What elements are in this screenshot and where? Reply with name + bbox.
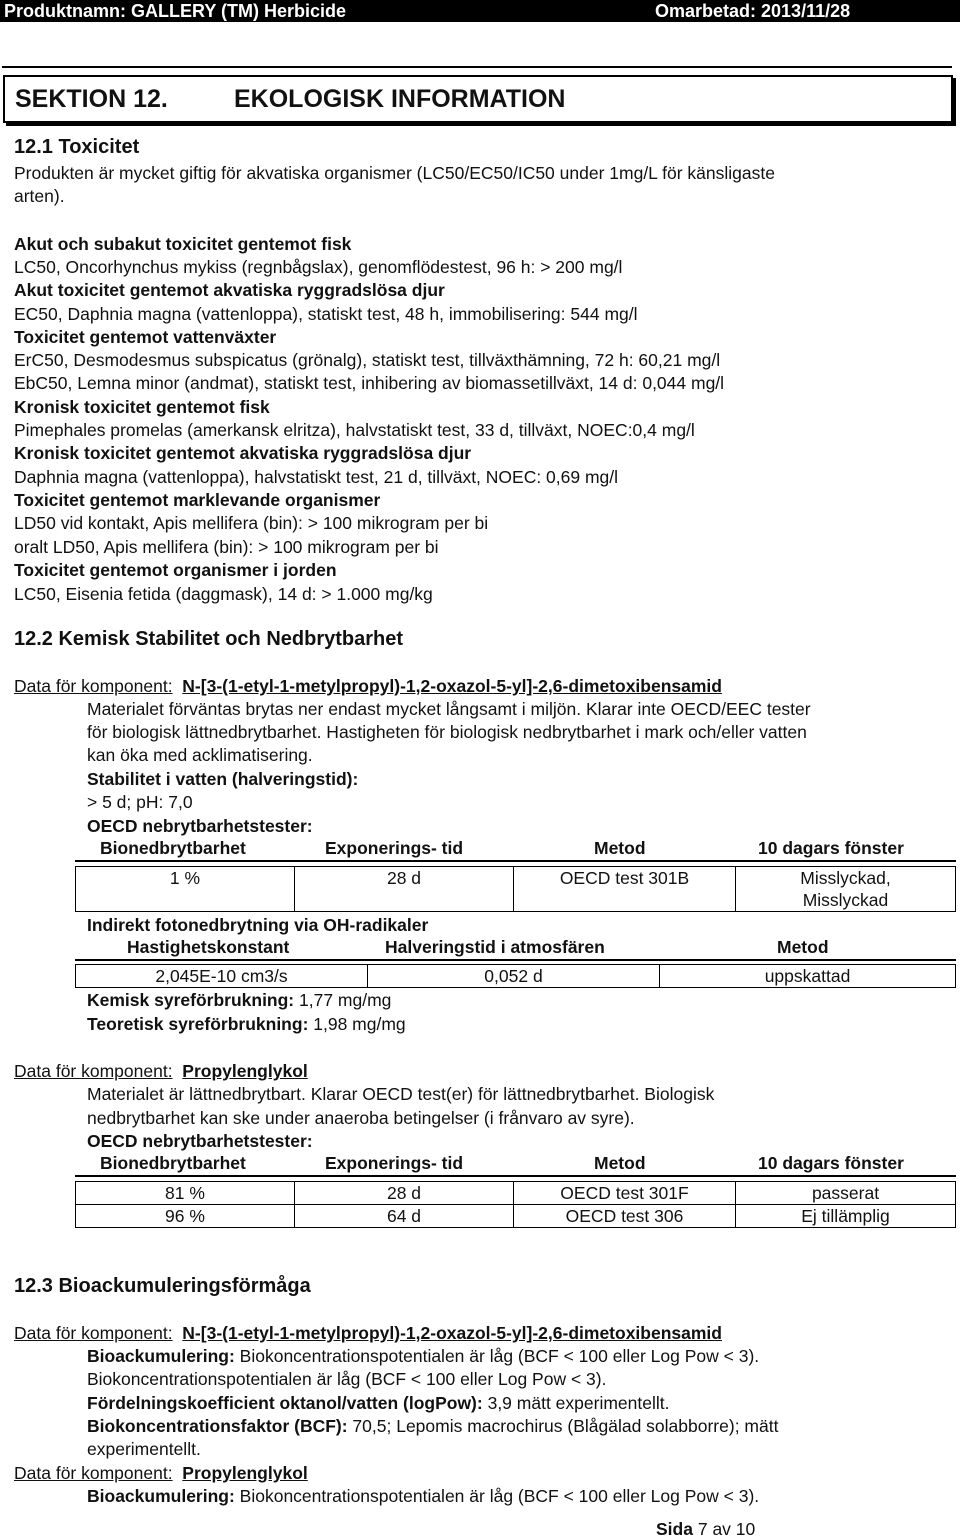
table-cell: uppskattad	[660, 965, 956, 988]
bioaccumulation-label: Bioackumulering:	[87, 1346, 235, 1366]
component-label	[14, 1462, 308, 1484]
col-header: 10 dagars fönster	[758, 838, 904, 858]
tox-value: EbC50, Lemna minor (andmat), statiskt test, inhibering av biomassetillväxt, 14 d: 0,044 mg/l	[14, 373, 725, 393]
header-rule	[75, 959, 956, 961]
degradation-text: Materialet är lättnedbrytbart. Klarar OECD test(er) för lättnedbrytbarhet. Biologisk	[87, 1084, 715, 1104]
table-cell: OECD test 301B	[514, 867, 736, 912]
thod-value: 1,98 mg/mg	[308, 1014, 406, 1034]
table-row	[76, 1205, 956, 1228]
tox-value: ErC50, Desmodesmus subspicatus (grönalg), statiskt test, tillväxthämning, 72 h: 60,21 mg/l	[14, 350, 721, 370]
bioaccumulation-label: Bioackumulering:	[87, 1486, 235, 1506]
bioaccumulation-value: Biokoncentrationspotentialen är låg (BCF < 100 eller Log Pow < 3).	[234, 1346, 760, 1366]
tox-value: EC50, Daphnia magna (vattenloppa), statiskt test, 48 h, immobilisering: 544 mg/l	[14, 304, 638, 324]
photo-table	[75, 964, 956, 988]
divider	[2, 66, 952, 68]
tox-value: Pimephales promelas (amerkansk elritza), halvstatiskt test, 33 d, tillväxt, NOEC:0,4 mg/l	[14, 420, 695, 440]
tox-value: Daphnia magna (vattenloppa), halvstatiskt test, 21 d, tillväxt, NOEC: 0,69 mg/l	[14, 467, 619, 487]
stability-label: Stabilitet i vatten (halveringstid):	[87, 769, 359, 789]
bcf-value: 70,5; Lepomis macrochirus (Blågälad solabborre); mätt	[347, 1416, 779, 1436]
bioaccumulation-text: Biokoncentrationspotentialen är låg (BCF < 100 eller Log Pow < 3).	[87, 1369, 607, 1389]
col-header: Exponerings- tid	[325, 838, 464, 858]
tox-value: LC50, Eisenia fetida (daggmask), 14 d: > 1.000 mg/kg	[14, 584, 433, 604]
tox-heading: Kronisk toxicitet gentemot akvatiska ryggradslösa djur	[14, 443, 472, 463]
table-cell: 64 d	[295, 1205, 514, 1228]
subsection-title-12-3: 12.3 Bioackumuleringsförmåga	[14, 1275, 311, 1297]
oecd-label: OECD nebrytbarhetstester:	[87, 1131, 313, 1151]
tox-value: LC50, Oncorhynchus mykiss (regnbågslax), genomflödestest, 96 h: > 200 mg/l	[14, 257, 623, 277]
toxicity-intro-cont: arten).	[14, 186, 65, 206]
col-header: Bionedbrytbarhet	[100, 838, 246, 858]
cod-line	[87, 989, 391, 1011]
cod-label: Kemisk syreförbrukning:	[87, 990, 295, 1010]
component-name: N-[3-(1-etyl-1-metylpropyl)-1,2-oxazol-5-yl]-2,6-dimetoxibensamid	[182, 1323, 722, 1343]
cod-value: 1,77 mg/mg	[294, 990, 392, 1010]
table-cell: 28 d	[295, 1182, 514, 1205]
table-cell	[736, 867, 956, 912]
component-name: Propylenglykol	[182, 1463, 308, 1483]
table-row	[76, 965, 956, 988]
thod-line	[87, 1013, 406, 1035]
component-prefix: Data för komponent:	[14, 1323, 173, 1343]
logpow-value: 3,9 mätt experimentellt.	[482, 1393, 670, 1413]
col-header: Hastighetskonstant	[127, 937, 290, 957]
tox-heading: Toxicitet gentemot organismer i jorden	[14, 560, 337, 580]
degradation-text: för biologisk lättnedbrytbarhet. Hastigheten för biologisk nedbrytbarhet i mark och/eller vatten	[87, 722, 807, 742]
page-label: Sida	[656, 1519, 693, 1539]
tox-heading: Akut och subakut toxicitet gentemot fisk	[14, 234, 352, 254]
tox-heading: Toxicitet gentemot vattenväxter	[14, 327, 277, 347]
table-cell: 1 %	[76, 867, 295, 912]
bioaccumulation-line	[87, 1485, 759, 1507]
header-rule	[75, 860, 956, 862]
page-value: 7 av 10	[697, 1519, 756, 1539]
section-heading	[3, 75, 953, 123]
oecd-table-1	[75, 866, 956, 912]
tox-heading: Toxicitet gentemot marklevande organismer	[14, 490, 381, 510]
tox-heading: Kronisk toxicitet gentemot fisk	[14, 397, 270, 417]
component-label	[14, 675, 722, 697]
col-header: Bionedbrytbarhet	[100, 1153, 246, 1173]
degradation-text: nedbrytbarhet kan ske under anaeroba betingelser (i frånvaro av syre).	[87, 1108, 635, 1128]
component-prefix: Data för komponent:	[14, 1061, 173, 1081]
section-title: EKOLOGISK INFORMATION	[234, 85, 566, 113]
table-cell: passerat	[736, 1182, 956, 1205]
table-cell: 81 %	[76, 1182, 295, 1205]
logpow-line	[87, 1392, 669, 1414]
col-header: Metod	[594, 838, 646, 858]
logpow-label: Fördelningskoefficient oktanol/vatten (logPow):	[87, 1393, 483, 1413]
col-header: Exponerings- tid	[325, 1153, 464, 1173]
subsection-title-12-2: 12.2 Kemisk Stabilitet och Nedbrytbarhet	[14, 628, 404, 650]
thod-label: Teoretisk syreförbrukning:	[87, 1014, 309, 1034]
col-header: Metod	[594, 1153, 646, 1173]
bcf-text: experimentellt.	[87, 1439, 201, 1459]
bcf-line	[87, 1415, 778, 1437]
stability-value: > 5 d; pH: 7,0	[87, 792, 193, 812]
tox-value: oralt LD50, Apis mellifera (bin): > 100 mikrogram per bi	[14, 537, 439, 557]
subsection-title-12-1: 12.1 Toxicitet	[14, 136, 140, 158]
revision-date: Omarbetad: 2013/11/28	[655, 1, 851, 21]
bcf-label: Biokoncentrationsfaktor (BCF):	[87, 1416, 348, 1436]
page-number	[656, 1518, 755, 1540]
product-name: Produktnamn: GALLERY (TM) Herbicide	[4, 1, 347, 21]
table-row	[76, 867, 956, 912]
component-name: Propylenglykol	[182, 1061, 308, 1081]
table-cell: 96 %	[76, 1205, 295, 1228]
degradation-text: Materialet förväntas brytas ner endast mycket långsamt i miljön. Klarar inte OECD/EEC tester	[87, 699, 811, 719]
component-prefix: Data för komponent:	[14, 676, 173, 696]
table-cell: 28 d	[295, 867, 514, 912]
table-cell: OECD test 301F	[514, 1182, 736, 1205]
component-prefix: Data för komponent:	[14, 1463, 173, 1483]
tox-value: LD50 vid kontakt, Apis mellifera (bin): > 100 mikrogram per bi	[14, 513, 489, 533]
table-cell: 2,045E-10 cm3/s	[76, 965, 368, 988]
cell-line: Misslyckad,	[800, 868, 891, 888]
photo-degradation-label: Indirekt fotonedbrytning via OH-radikaler	[87, 915, 429, 935]
toxicity-intro: Produkten är mycket giftig för akvatiska organismer (LC50/EC50/IC50 under 1mg/L för känsligaste	[14, 163, 775, 183]
col-header: Metod	[777, 937, 829, 957]
col-header: Halveringstid i atmosfären	[385, 937, 605, 957]
col-header: 10 dagars fönster	[758, 1153, 904, 1173]
oecd-label: OECD nebrytbarhetstester:	[87, 816, 313, 836]
bioaccumulation-value: Biokoncentrationspotentialen är låg (BCF < 100 eller Log Pow < 3).	[234, 1486, 760, 1506]
table-cell: Ej tillämplig	[736, 1205, 956, 1228]
table-cell: OECD test 306	[514, 1205, 736, 1228]
degradation-text: kan öka med acklimatisering.	[87, 745, 313, 765]
document-header	[0, 0, 960, 22]
component-label	[14, 1322, 722, 1344]
table-cell: 0,052 d	[368, 965, 660, 988]
tox-heading: Akut toxicitet gentemot akvatiska ryggradslösa djur	[14, 280, 445, 300]
header-rule	[75, 1175, 956, 1177]
component-name: N-[3-(1-etyl-1-metylpropyl)-1,2-oxazol-5-yl]-2,6-dimetoxibensamid	[182, 676, 722, 696]
oecd-table-2	[75, 1181, 956, 1228]
section-number: SEKTION 12.	[15, 85, 168, 113]
table-row	[76, 1182, 956, 1205]
cell-line: Misslyckad	[802, 890, 889, 910]
bioaccumulation-line	[87, 1345, 759, 1367]
component-label	[14, 1060, 308, 1082]
